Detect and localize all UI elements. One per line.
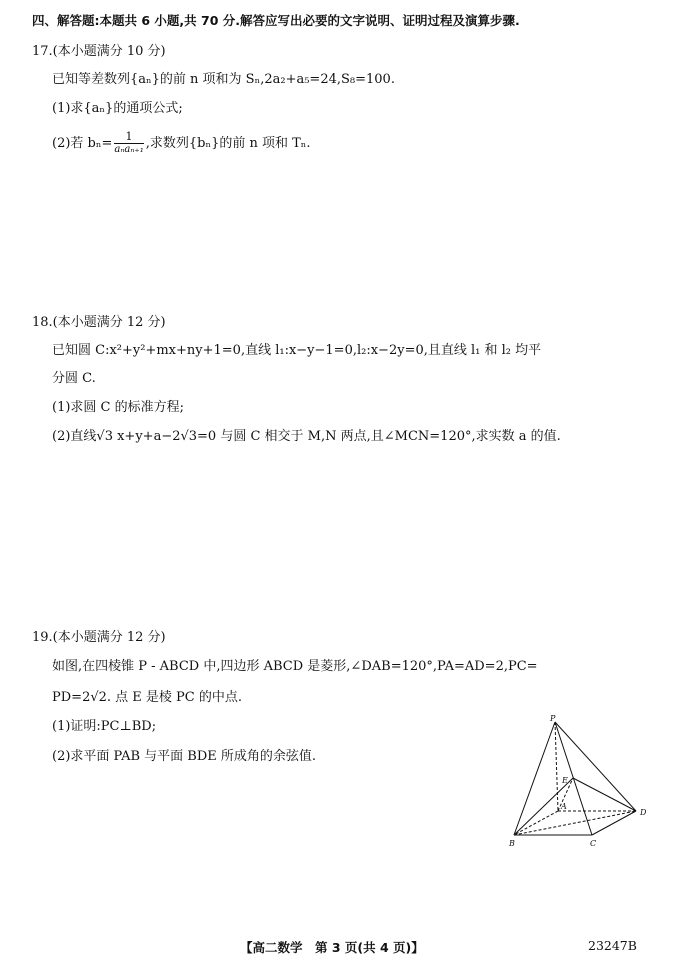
q17-part2-suffix: ,求数列{bₙ}的前 n 项和 Tₙ.	[145, 136, 311, 151]
edge-BD	[514, 811, 636, 835]
footer-page-info: 【高二数学 第 3 页(共 4 页)】	[240, 940, 424, 955]
q19-title: 19.(本小题满分 12 分)	[32, 630, 166, 645]
q18-part1: (1)求圆 C 的标准方程;	[52, 400, 185, 415]
label-P: P	[550, 714, 556, 723]
q17-part2-prefix: (2)若 bₙ=	[52, 136, 113, 151]
label-A: A	[561, 802, 567, 811]
q18-stem-line1: 已知圆 C:x²+y²+mx+ny+1=0,直线 l₁:x−y−1=0,l₂:x−2y=0,且直线 l₁ 和 l₂ 均平	[52, 343, 542, 358]
q17-stem: 已知等差数列{aₙ}的前 n 项和为 Sₙ,2a₂+a₅=24,S₈=100.	[52, 72, 395, 87]
edge-PD	[555, 722, 636, 811]
q17-part2	[52, 129, 311, 159]
q19-part1: (1)证明:PC⊥BD;	[52, 719, 157, 734]
label-E: E	[562, 776, 568, 785]
q19-stem-line1: 如图,在四棱锥 P - ABCD 中,四边形 ABCD 是菱形,∠DAB=120°,PA=AD=2,PC=	[52, 659, 538, 674]
q17-fraction	[114, 131, 143, 156]
pyramid-figure	[500, 712, 660, 852]
edge-CD	[592, 811, 636, 835]
footer-code: 23247B	[588, 938, 637, 953]
q17-part1: (1)求{aₙ}的通项公式;	[52, 101, 183, 116]
edge-PA	[555, 722, 558, 811]
q17-fraction-numerator: 1	[114, 131, 143, 144]
q19-part2: (2)求平面 PAB 与平面 BDE 所成角的余弦值.	[52, 749, 317, 764]
q18-title: 18.(本小题满分 12 分)	[32, 315, 166, 330]
q17-fraction-denominator: aₙaₙ₊₁	[114, 144, 144, 155]
section-header: 四、解答题:本题共 6 小题,共 70 分.解答应写出必要的文字说明、证明过程及演算步骤.	[32, 13, 520, 28]
q17-title: 17.(本小题满分 10 分)	[32, 44, 166, 59]
edge-AB	[514, 811, 558, 835]
q19-stem-line2: PD=2√2. 点 E 是棱 PC 的中点.	[52, 690, 242, 705]
q18-part2: (2)直线√3 x+y+a−2√3=0 与圆 C 相交于 M,N 两点,且∠MCN=120°,求实数 a 的值.	[52, 429, 561, 444]
label-D: D	[640, 808, 647, 817]
q18-stem-line2: 分圆 C.	[52, 371, 96, 386]
label-B: B	[509, 839, 515, 848]
edge-PB	[514, 722, 555, 835]
label-C: C	[590, 839, 597, 848]
